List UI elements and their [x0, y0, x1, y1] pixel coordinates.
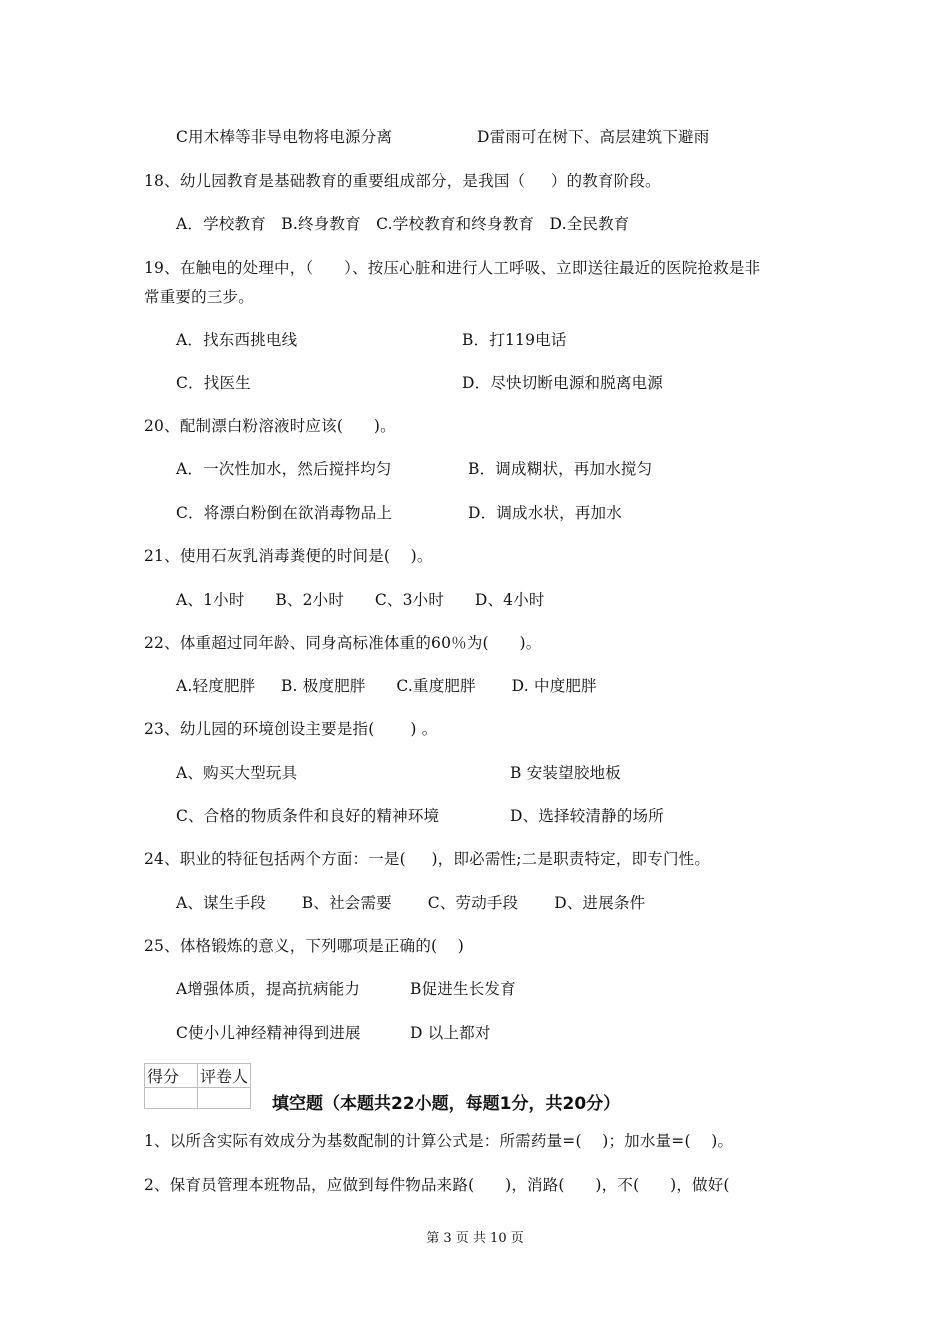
- question-20: 20、配制漂白粉溶液时应该( )。: [144, 417, 396, 435]
- question-21-options: A、1小时 B、2小时 C、3小时 D、4小时: [176, 591, 545, 609]
- question-22-options: A.轻度肥胖 B. 极度肥胖 C.重度肥胖 D. 中度肥胖: [176, 677, 597, 695]
- question-23-option-a: A、购买大型玩具: [176, 764, 298, 782]
- score-table: [144, 1063, 251, 1109]
- question-21: 21、使用石灰乳消毒粪便的时间是( )。: [144, 547, 433, 565]
- question-25-option-a: A增强体质，提高抗病能力: [176, 980, 361, 998]
- fill-question-1: 1、以所含实际有效成分为基数配制的计算公式是：所需药量=( )；加水量=( )。: [144, 1132, 734, 1150]
- question-24: 24、职业的特征包括两个方面：一是( )，即必需性;二是职责特定，即专门性。: [144, 850, 711, 868]
- question-23: 23、幼儿园的环境创设主要是指( ) 。: [144, 720, 438, 738]
- question-19: 19、在触电的处理中，（ ）、按压心脏和进行人工呼吸、立即送往最近的医院抢救是非: [144, 259, 761, 277]
- question-24-options: A、谋生手段 B、社会需要 C、劳动手段 D、进展条件: [176, 894, 646, 912]
- question-25: 25、体格锻炼的意义，下列哪项是正确的( ): [144, 937, 465, 955]
- question-18-options: A．学校教育 B.终身教育 C.学校教育和终身教育 D.全民教育: [176, 215, 630, 233]
- section-title: 填空题（本题共22小题，每题1分，共20分）: [272, 1094, 621, 1114]
- q17-option-d: D雷雨可在树下、高层建筑下避雨: [477, 128, 710, 146]
- question-20-option-c: C．将漂白粉倒在欲消毒物品上: [176, 504, 393, 522]
- question-19-option-d: D．尽快切断电源和脱离电源: [462, 374, 664, 392]
- question-25-option-d: D 以上都对: [410, 1024, 491, 1042]
- grader-cell[interactable]: [198, 1088, 251, 1109]
- score-header: 得分: [145, 1064, 198, 1088]
- question-19-option-c: C．找医生: [176, 374, 251, 392]
- q17-option-c: C用木棒等非导电物将电源分离: [176, 128, 393, 146]
- question-20-option-a: A．一次性加水，然后搅拌均匀: [176, 460, 392, 478]
- question-18: 18、幼儿园教育是基础教育的重要组成部分，是我国（ ）的教育阶段。: [144, 172, 661, 190]
- question-19-option-a: A．找东西挑电线: [176, 331, 298, 349]
- question-23-option-d: D、选择较清静的场所: [510, 807, 664, 825]
- question-25-option-b: B促进生长发育: [410, 980, 516, 998]
- fill-question-2: 2、保育员管理本班物品，应做到每件物品来路( )，消路( )，不( )，做好(: [144, 1176, 730, 1194]
- question-19-cont: 常重要的三步。: [144, 288, 254, 306]
- question-20-option-b: B．调成糊状，再加水搅匀: [468, 460, 653, 478]
- page-footer: 第 3 页 共 10 页: [426, 1231, 524, 1246]
- question-23-option-b: B 安装望胶地板: [510, 764, 621, 782]
- score-cell[interactable]: [145, 1088, 198, 1109]
- question-22: 22、体重超过同年龄、同身高标准体重的60％为( )。: [144, 634, 542, 652]
- question-25-option-c: C使小儿神经精神得到进展: [176, 1024, 361, 1042]
- question-19-option-b: B．打119电话: [462, 331, 567, 349]
- question-20-option-d: D．调成水状，再加水: [468, 504, 622, 522]
- grader-header: 评卷人: [198, 1064, 251, 1088]
- question-23-option-c: C、合格的物质条件和良好的精神环境: [176, 807, 440, 825]
